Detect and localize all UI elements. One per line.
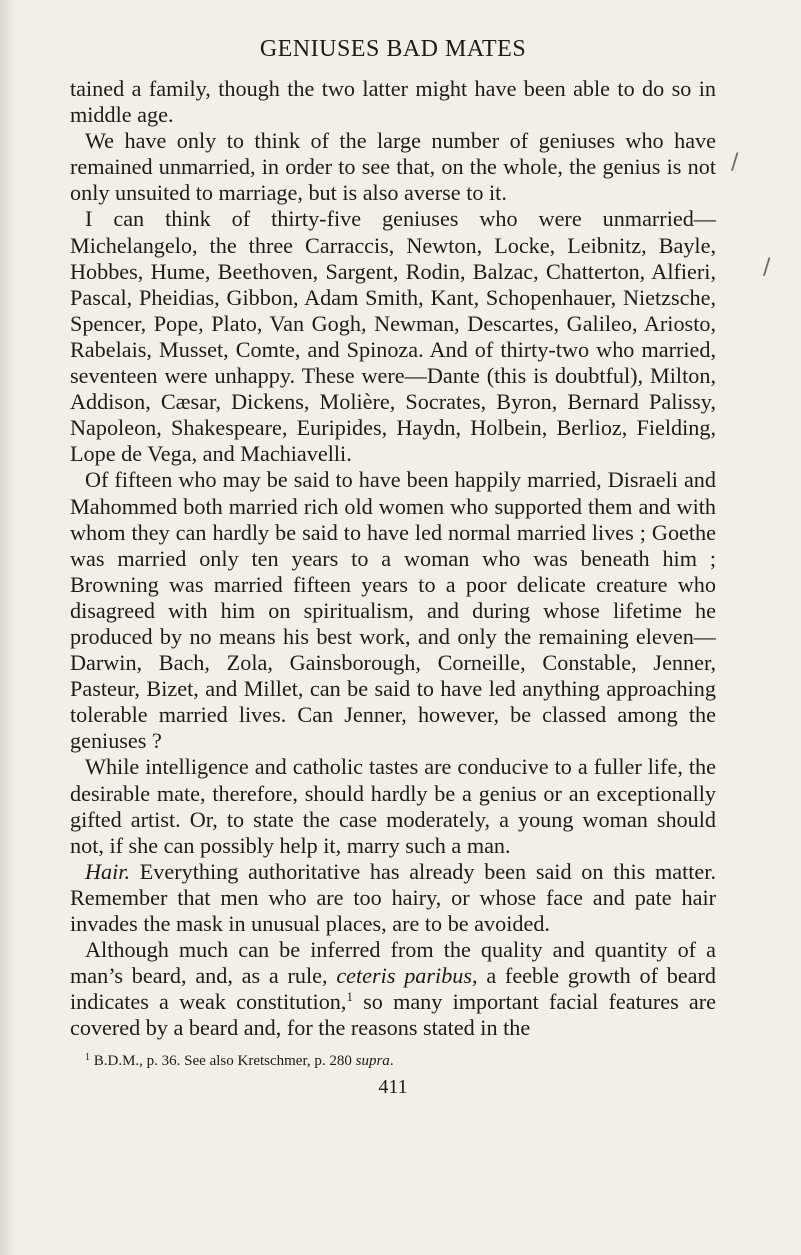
footnote-reference[interactable]: 1 [346,989,353,1005]
paragraph: I can think of thirty-five geniuses who were unmarried—Michelangelo, the three Carraccis, Newton, Locke, Leibnitz, Bayle, Hobbes, Hume, Beethoven, Sargent, Rodin, Balzac, Chatterton, Alfieri, Pascal, Pheidias, Gibbon, Adam Smith, Kant, Schopenhauer, Nietzsche, Spencer, Pope, Plato, Van Gogh, Newman, Descartes, Galileo, Ariosto, Rabelais, Musset, Comte, and Spinoza. And of thirty-two who married, seventeen were unhappy. These were—Dante (this is doubtful), Milton, Addison, Cæsar, Dickens, Molière, Socrates, Byron, Bernard Palissy, Napoleon, Shakespeare, Euripides, Haydn, Holbein, Berlioz, Fielding, Lope de Vega, and Machiavelli. [70,206,716,467]
paragraph-text: so many important facial features are covered by a beard and, for the reasons stated in the [70,989,717,1041]
margin-pencil-mark: / [763,255,771,280]
paragraph: We have only to think of the large number of geniuses who have remained unmarried, in order to see that, on the whole, the genius is not only unsuited to marriage, but is also averse to it. [70,128,716,206]
section-lead-hair: Hair. [85,858,131,884]
paragraph-text: Although much can be inferred from the quality and quantity of a man’s beard, and, as a rule, [70,937,716,989]
paragraph: While intelligence and catholic tastes are conducive to a fuller life, the desirable mate, therefore, should hardly be a genius or an exceptionally gifted artist. Or, to state the case moderately, a young woman should not, if she can possibly help it, marry such a man. [70,754,716,858]
footnote-text-end: . [389,1053,394,1070]
paragraph-text: Everything authoritative has already been said on this matter. Remember that men who are too hairy, or whose face and pate hair invades the mask in unusual places, are to be avoided. [70,858,716,936]
footnote-italic: supra [355,1053,390,1070]
footnote-marker: 1 [85,1052,90,1064]
paragraph-text: , a feeble growth of beard indicates a weak constitution, [70,963,717,1015]
page-number: 411 [378,1076,408,1099]
margin-pencil-mark: / [731,150,739,175]
paragraph: tained a family, though the two latter might have been able to do so in middle age. [70,76,716,128]
paragraph-hair [70,859,716,937]
latin-phrase: ceteris paribus [336,963,473,989]
book-page [70,34,716,1099]
paragraph-beard [70,937,716,1041]
footnote [70,1051,716,1071]
footnote-text: B.D.M., p. 36. See also Kretschmer, p. 280 [90,1053,356,1070]
paragraph: Of fifteen who may be said to have been happily married, Disraeli and Mahommed both married rich old women who supported them and with whom they can hardly be said to have led normal married lives ; Goethe was married only ten years to a woman who was beneath him ; Browning was married fifteen years to a poor delicate creature who disagreed with him on spiritualism, and during whose lifetime he produced by no means his best work, and only the remaining eleven—Darwin, Bach, Zola, Gainsborough, Corneille, Constable, Jenner, Pasteur, Bizet, and Millet, can be said to have led anything approaching tolerable married lives. Can Jenner, however, be classed among the geniuses ? [70,467,716,754]
page-gutter-shadow [0,0,16,1255]
running-head: GENIUSES BAD MATES [259,36,527,62]
